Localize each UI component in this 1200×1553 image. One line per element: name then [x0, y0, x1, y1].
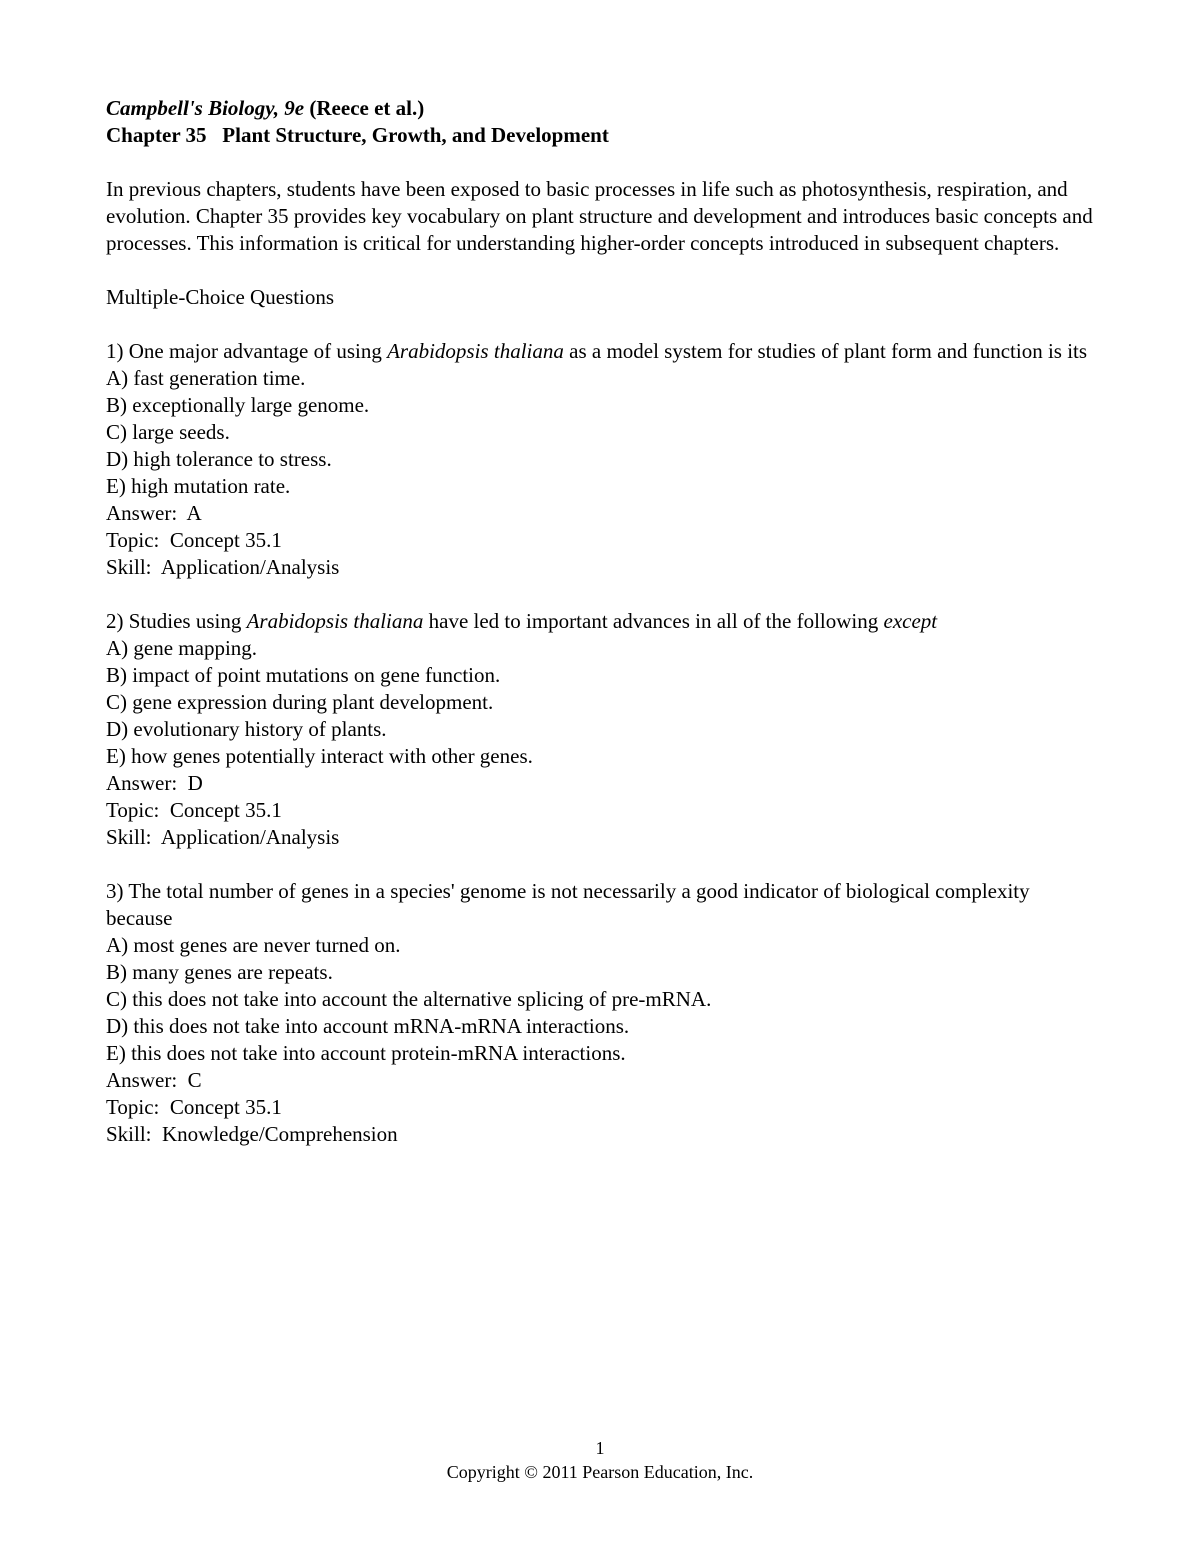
stem-species-name: Arabidopsis thaliana — [387, 339, 564, 363]
option-d: D) evolutionary history of plants. — [106, 717, 387, 741]
answer: Answer: A — [106, 501, 202, 525]
answer: Answer: D — [106, 771, 203, 795]
intro-paragraph: In previous chapters, students have been exposed to basic processes in life such as photosynthesis, respiration, and evolution. Chapter 35 provides key vocabulary on plant structure and development and introduces basic concepts and processes. This information is critical for understanding higher-order concepts introduced in subsequent chapters. — [106, 177, 1093, 255]
chapter-title: Chapter 35 Plant Structure, Growth, and Development — [106, 123, 609, 147]
topic: Topic: Concept 35.1 — [106, 798, 282, 822]
page-number: 1 — [595, 1438, 605, 1458]
stem-text: as a model system for studies of plant form and function is its — [563, 339, 1088, 363]
option-e: E) high mutation rate. — [106, 474, 291, 498]
option-a: A) most genes are never turned on. — [106, 933, 401, 957]
option-b: B) impact of point mutations on gene function. — [106, 663, 501, 687]
question-1 — [106, 338, 1096, 581]
question-2 — [106, 608, 1096, 851]
stem-text: 1) One major advantage of using — [106, 339, 388, 363]
question-stem: 3) The total number of genes in a species' genome is not necessarily a good indicator of biological complexity because — [106, 879, 1030, 930]
skill: Skill: Application/Analysis — [106, 825, 340, 849]
option-c: C) this does not take into account the alternative splicing of pre-mRNA. — [106, 987, 712, 1011]
option-a: A) fast generation time. — [106, 366, 306, 390]
option-c: C) large seeds. — [106, 420, 230, 444]
option-e: E) how genes potentially interact with other genes. — [106, 744, 533, 768]
topic: Topic: Concept 35.1 — [106, 528, 282, 552]
topic: Topic: Concept 35.1 — [106, 1095, 282, 1119]
stem-text: 2) Studies using — [106, 609, 247, 633]
option-c: C) gene expression during plant development. — [106, 690, 494, 714]
question-3 — [106, 878, 1096, 1148]
section-heading: Multiple-Choice Questions — [106, 285, 335, 309]
option-e: E) this does not take into account protein-mRNA interactions. — [106, 1041, 626, 1065]
book-title: Campbell's Biology, 9e — [106, 96, 305, 120]
question-stem — [106, 608, 1096, 635]
question-stem — [106, 338, 1096, 365]
book-title-line — [106, 95, 1096, 122]
stem-species-name: Arabidopsis thaliana — [246, 609, 424, 633]
option-b: B) exceptionally large genome. — [106, 393, 370, 417]
option-b: B) many genes are repeats. — [106, 960, 333, 984]
copyright-notice: Copyright © 2011 Pearson Education, Inc. — [446, 1462, 754, 1482]
option-a: A) gene mapping. — [106, 636, 258, 660]
book-authors: (Reece et al.) — [304, 96, 425, 120]
stem-text: have led to important advances in all of the following — [423, 609, 884, 633]
skill: Skill: Application/Analysis — [106, 555, 340, 579]
stem-except: except — [883, 609, 938, 633]
option-d: D) this does not take into account mRNA-mRNA interactions. — [106, 1014, 630, 1038]
option-d: D) high tolerance to stress. — [106, 447, 332, 471]
document-page — [106, 95, 1096, 1148]
skill: Skill: Knowledge/Comprehension — [106, 1122, 398, 1146]
answer: Answer: C — [106, 1068, 202, 1092]
